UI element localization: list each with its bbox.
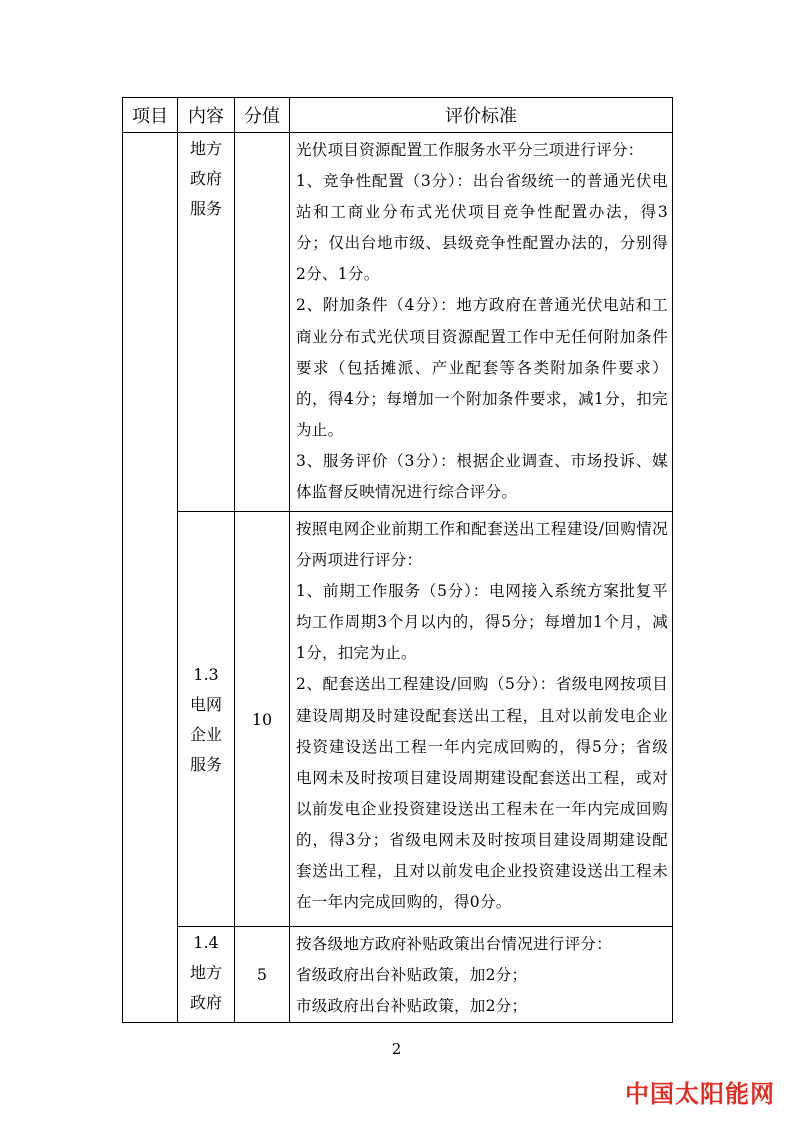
- project-cell: [123, 133, 178, 1023]
- score-cell: 5: [235, 927, 290, 1023]
- header-score: 分值: [235, 98, 290, 133]
- criteria-cell: [290, 927, 673, 1023]
- criteria-cell: [290, 133, 673, 512]
- criteria-paragraph: 市级政府出台补贴政策，加2分；: [296, 997, 528, 1016]
- content-line: 地方: [189, 963, 222, 982]
- criteria-paragraph: 1、竞争性配置（3分）：出台省级统一的普通光伏电站和工商业分布式光伏项目竞争性配置办法，得3分；仅出台地市级、县级竞争性配置办法的，分别得2分、1分。: [296, 172, 668, 284]
- header-criteria: 评价标准: [290, 98, 673, 133]
- criteria-paragraph: 按照电网企业前期工作和配套送出工程建设/回购情况分两项进行评分：: [296, 520, 668, 570]
- header-content: 内容: [178, 98, 235, 133]
- criteria-paragraph: 2、配套送出工程建设/回购（5分）：省级电网按项目建设周期及时建设配套送出工程，且对以前发电企业投资建设送出工程一年内完成回购的，得5分；省级电网未及时按项目建设周期建设配套送出工程，或对以前发电企业投资建设送出工程未在一年内完成回购的，得3分；省级电网未及时按项目建设周期建设配套送出工程，且对以前发电企业投资建设送出工程未在一年内完成回购的，得0分。: [296, 675, 668, 912]
- criteria-paragraph: 省级政府出台补贴政策，加2分；: [296, 966, 528, 985]
- content-line: 企业: [189, 724, 222, 744]
- content-line: 政府: [189, 169, 222, 188]
- content-cell: [178, 133, 235, 512]
- table-row: [123, 512, 673, 927]
- criteria-paragraph: 光伏项目资源配置工作服务水平分三项进行评分：: [296, 141, 644, 159]
- content-line: 服务: [189, 199, 222, 218]
- criteria-paragraph: 3、服务评价（3分）：根据企业调查、市场投诉、媒体监督反映情况进行综合评分。: [296, 451, 668, 502]
- watermark-logo: 中国太阳能网: [625, 1080, 775, 1108]
- criteria-paragraph: 按各级地方政府补贴政策出台情况进行评分：: [296, 935, 613, 953]
- table-row: [123, 927, 673, 1023]
- page-number: 2: [391, 1040, 402, 1058]
- evaluation-table: [122, 97, 673, 1023]
- score-cell: 10: [235, 512, 290, 927]
- content-line: 1.3: [193, 664, 219, 684]
- content-line: 服务: [189, 754, 222, 774]
- content-cell: [178, 512, 235, 927]
- criteria-cell: [290, 512, 673, 927]
- criteria-paragraph: 1、前期工作服务（5分）：电网接入系统方案批复平均工作周期3个月以内的，得5分；每增加1个月，减1分，扣完为止。: [296, 582, 668, 663]
- criteria-paragraph: 2、附加条件（4分）：地方政府在普通光伏电站和工商业分布式光伏项目资源配置工作中无任何附加条件要求（包括摊派、产业配套等各类附加条件要求）的，得4分；每增加一个附加条件要求，减1分，扣完为止。: [296, 296, 668, 439]
- content-line: 电网: [189, 694, 222, 714]
- table-row: [123, 133, 673, 512]
- score-cell: [235, 133, 290, 512]
- content-line: 1.4: [193, 933, 219, 952]
- table-header-row: [123, 98, 673, 133]
- content-cell: [178, 927, 235, 1023]
- content-line: 地方: [189, 139, 222, 158]
- content-line: 政府: [189, 993, 222, 1012]
- header-project: 项目: [123, 98, 178, 133]
